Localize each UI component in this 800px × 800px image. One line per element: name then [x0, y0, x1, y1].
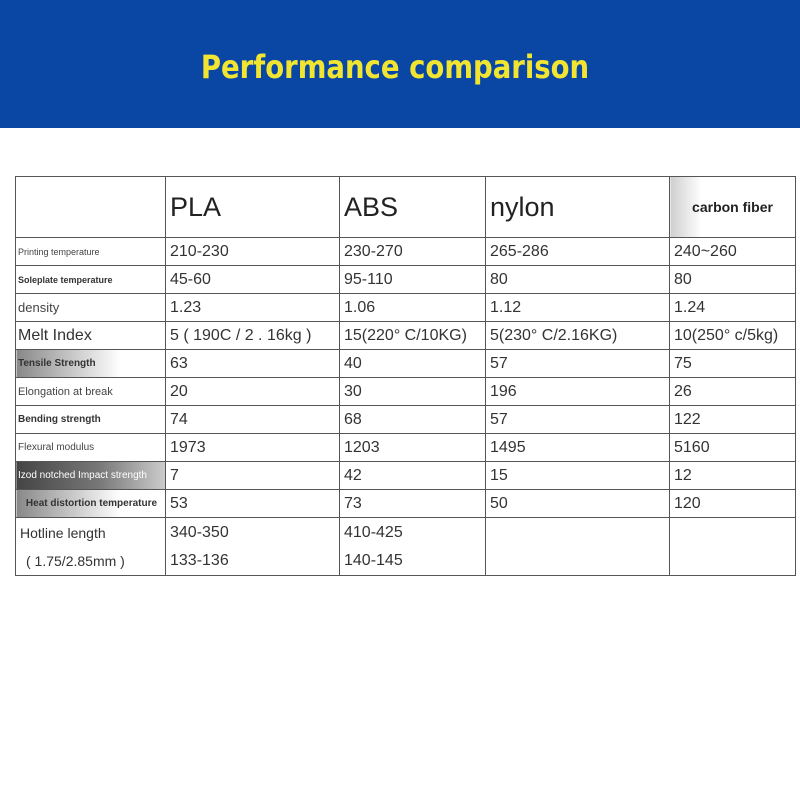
cell-carbon-fiber: 12 — [670, 462, 796, 490]
row-label: Izod notched Impact strength — [16, 462, 166, 490]
cell-abs: 73 — [340, 490, 486, 518]
table-header-row — [16, 177, 796, 238]
cell-pla: 74 — [166, 406, 340, 434]
cell-carbon-fiber: 26 — [670, 378, 796, 406]
cell-nylon: 5(230° C/2.16KG) — [486, 322, 670, 350]
table-row — [16, 294, 796, 322]
table-row — [16, 434, 796, 462]
cell-pla: 210-230 — [166, 238, 340, 266]
cell-nylon: 57 — [486, 406, 670, 434]
hotline-label: Hotline length — [20, 524, 106, 541]
cell-pla: 7 — [166, 462, 340, 490]
cell-abs: 15(220° C/10KG) — [340, 322, 486, 350]
cell-carbon-fiber: 80 — [670, 266, 796, 294]
cell-pla: 53 — [166, 490, 340, 518]
row-label: density — [16, 294, 166, 322]
page-title: Performance comparison — [200, 48, 590, 86]
cell-pla: 1.23 — [166, 294, 340, 322]
header-nylon: nylon — [486, 177, 670, 238]
cell-pla — [166, 518, 340, 576]
cell-pla: 5 ( 190C / 2 . 16kg ) — [166, 322, 340, 350]
row-label: Soleplate temperature — [16, 266, 166, 294]
row-label: Flexural modulus — [16, 434, 166, 462]
cell-carbon-fiber — [670, 518, 796, 576]
table-row — [16, 322, 796, 350]
cell-carbon-fiber: 122 — [670, 406, 796, 434]
cell-pla: 63 — [166, 350, 340, 378]
table-row — [16, 266, 796, 294]
cell-nylon: 15 — [486, 462, 670, 490]
cell-pla-line2: 133-136 — [170, 551, 229, 569]
row-label: Tensile Strength — [16, 350, 166, 378]
cell-nylon: 80 — [486, 266, 670, 294]
cell-nylon: 265-286 — [486, 238, 670, 266]
cell-pla: 1973 — [166, 434, 340, 462]
table-row — [16, 378, 796, 406]
cell-pla: 20 — [166, 378, 340, 406]
cell-abs: 30 — [340, 378, 486, 406]
row-label — [16, 518, 166, 576]
cell-abs-line1: 410-425 — [344, 523, 403, 541]
table-row — [16, 406, 796, 434]
hotline-diameter-label: ( 1.75/2.85mm ) — [26, 552, 125, 569]
cell-nylon: 1.12 — [486, 294, 670, 322]
row-label: Elongation at break — [16, 378, 166, 406]
header-banner — [0, 0, 800, 128]
header-abs: ABS — [340, 177, 486, 238]
cell-abs: 42 — [340, 462, 486, 490]
row-label: Heat distortion temperature — [16, 490, 166, 518]
table-row — [16, 462, 796, 490]
row-label: Bending strength — [16, 406, 166, 434]
cell-abs: 230-270 — [340, 238, 486, 266]
cell-abs: 1.06 — [340, 294, 486, 322]
cell-abs: 95-110 — [340, 266, 486, 294]
cell-carbon-fiber: 10(250° c/5kg) — [670, 322, 796, 350]
cell-abs: 40 — [340, 350, 486, 378]
comparison-table — [15, 176, 796, 576]
cell-nylon: 1495 — [486, 434, 670, 462]
cell-abs: 68 — [340, 406, 486, 434]
row-label: Melt Index — [16, 322, 166, 350]
header-carbon-fiber: carbon fiber — [670, 177, 796, 238]
header-pla: PLA — [166, 177, 340, 238]
table-row — [16, 350, 796, 378]
cell-nylon — [486, 518, 670, 576]
table-row-hotline — [16, 518, 796, 576]
cell-carbon-fiber: 5160 — [670, 434, 796, 462]
row-label: Printing temperature — [16, 238, 166, 266]
cell-carbon-fiber: 120 — [670, 490, 796, 518]
cell-pla: 45-60 — [166, 266, 340, 294]
cell-nylon: 196 — [486, 378, 670, 406]
cell-nylon: 57 — [486, 350, 670, 378]
cell-carbon-fiber: 1.24 — [670, 294, 796, 322]
cell-pla-line1: 340-350 — [170, 523, 229, 541]
cell-abs-line2: 140-145 — [344, 551, 403, 569]
cell-nylon: 50 — [486, 490, 670, 518]
cell-abs — [340, 518, 486, 576]
cell-carbon-fiber: 240~260 — [670, 238, 796, 266]
header-empty — [16, 177, 166, 238]
table-row — [16, 238, 796, 266]
table-row — [16, 490, 796, 518]
cell-carbon-fiber: 75 — [670, 350, 796, 378]
cell-abs: 1203 — [340, 434, 486, 462]
